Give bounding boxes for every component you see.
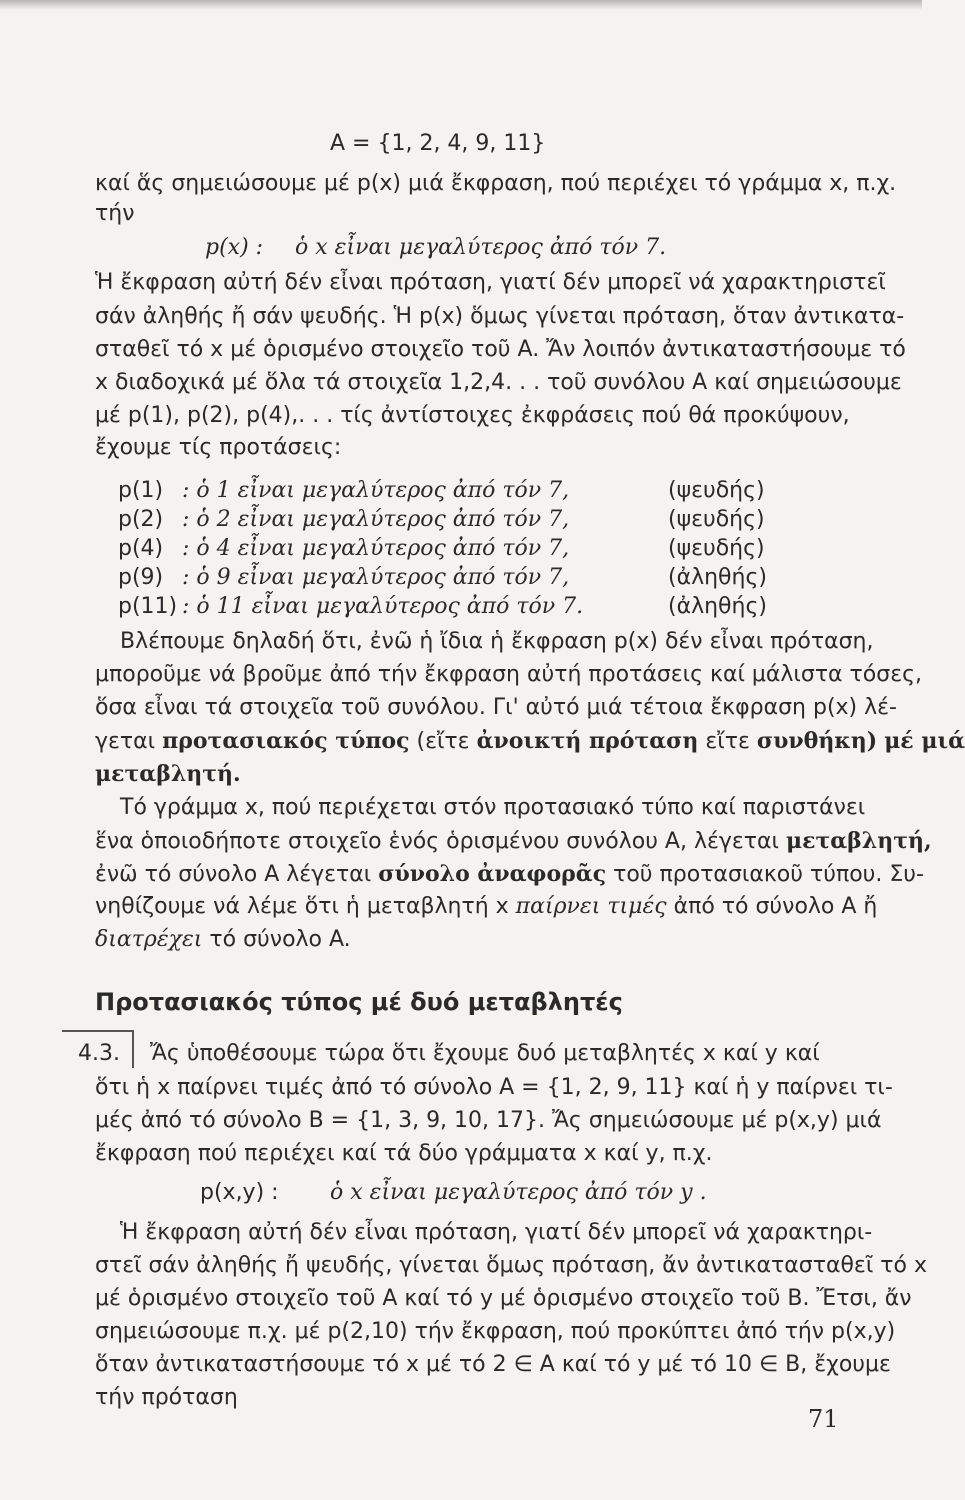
text-fragment: μέ μιά xyxy=(884,728,965,754)
proposition-1-text: : ὁ 1 εἶναι μεγαλύτερος ἀπό τόν 7, xyxy=(182,478,570,503)
paragraph-3-line-5: μεταβλητή. xyxy=(95,761,241,787)
pxy-label: p(x,y) : xyxy=(200,1180,279,1205)
text-fragment: γεται xyxy=(95,729,156,754)
paragraph-2-line-2: σάν ἀληθής ἤ σάν ψευδής. Ἡ p(x) ὅμως γίνεται πρόταση, ὅταν ἀντικατα- xyxy=(95,304,905,329)
page-number: 71 xyxy=(808,1405,839,1433)
term-takes-values: παίρνει τιμές xyxy=(515,894,667,919)
paragraph-6-line-1: Ἡ ἔκφραση αὐτή δέν εἶναι πρόταση, γιατί δέν μπορεῖ νά χαρακτηρι- xyxy=(120,1220,873,1245)
paragraph-6-line-2: στεῖ σάν ἀληθής ἤ ψευδής, γίνεται ὅμως πρόταση, ἄν ἀντικατασταθεῖ τό x xyxy=(95,1253,927,1278)
text-fragment: τοῦ προτασιακοῦ τύπου. Συ- xyxy=(613,862,924,887)
term-reference-set: σύνολο ἀναφορᾶς xyxy=(378,861,607,887)
paragraph-3-line-3: ὅσα εἶναι τά στοιχεῖα τοῦ συνόλου. Γι' αὐτό μιά τέτοια ἔκφραση p(x) λέ- xyxy=(95,695,897,720)
proposition-3-value: (ψευδής) xyxy=(668,536,765,561)
proposition-5-text: : ὁ 11 εἶναι μεγαλύτερος ἀπό τόν 7. xyxy=(182,594,584,619)
paragraph-5-line-3: μές ἀπό τό σύνολο B = {1, 3, 9, 10, 17}. Ἄς σημειώσουμε μέ p(x,y) μιά xyxy=(95,1108,882,1133)
paragraph-4-line-2 xyxy=(95,830,932,853)
paragraph-2-line-1: Ἡ ἔκφραση αὐτή δέν εἶναι πρόταση, γιατί δέν μπορεῖ νά χαρακτηριστεῖ xyxy=(95,270,886,295)
paragraph-4-line-4 xyxy=(95,896,877,918)
paragraph-3-line-2: μποροῦμε νά βροῦμε ἀπό τήν ἔκφραση αὐτή προτάσεις καί μάλιστα τόσες, xyxy=(95,662,922,687)
text-fragment: (εἴτε xyxy=(416,729,470,754)
proposition-4-text: : ὁ 9 εἶναι μεγαλύτερος ἀπό τόν 7, xyxy=(182,565,570,590)
paragraph-3-line-4 xyxy=(95,730,965,753)
px-label: p(x) : xyxy=(205,235,264,260)
pxy-definition: ὁ x εἶναι μεγαλύτερος ἀπό τόν y . xyxy=(330,1180,707,1205)
set-a-definition: A = {1, 2, 4, 9, 11} xyxy=(330,131,546,156)
paragraph-6-line-6: τήν πρόταση xyxy=(95,1385,238,1410)
paragraph-5-line-4: ἔκφραση πού περιέχει καί τά δύο γράμματα x καί y, π.χ. xyxy=(95,1141,713,1166)
text-fragment: τό σύνολο A. xyxy=(209,927,351,952)
proposition-1-label: p(1) xyxy=(118,478,164,503)
proposition-2-text: : ὁ 2 εἶναι μεγαλύτερος ἀπό τόν 7, xyxy=(182,507,570,532)
term-ranges-over: διατρέχει xyxy=(95,927,203,952)
paragraph-5-line-1: Ἄς ὑποθέσουμε τώρα ὅτι ἔχουμε δυό μεταβλητές x καί y καί xyxy=(150,1041,820,1066)
term-open-proposition: ἀνοικτή πρόταση xyxy=(476,728,699,754)
paragraph-4-line-5 xyxy=(95,929,351,951)
text-fragment: ἐνῶ τό σύνολο A λέγεται xyxy=(95,862,372,887)
paragraph-1-line-2: τήν xyxy=(95,201,135,226)
proposition-4-value: (ἀληθής) xyxy=(668,565,767,590)
proposition-1-value: (ψευδής) xyxy=(668,478,765,503)
proposition-5-value: (ἀληθής) xyxy=(668,594,767,619)
paragraph-2-line-4: x διαδοχικά μέ ὅλα τά στοιχεῖα 1,2,4. . . τοῦ συνόλου A καί σημειώσουμε xyxy=(95,370,902,395)
px-definition: ὁ x εἶναι μεγαλύτερος ἀπό τόν 7. xyxy=(295,235,667,260)
proposition-3-text: : ὁ 4 εἶναι μεγαλύτερος ἀπό τόν 7, xyxy=(182,536,570,561)
text-fragment: ἀπό τό σύνολο A ἤ xyxy=(673,894,878,919)
paragraph-4-line-1: Τό γράμμα x, πού περιέχεται στόν προτασιακό τύπο καί παριστάνει xyxy=(120,795,866,820)
paragraph-4-line-3 xyxy=(95,863,924,886)
section-heading: Προτασιακός τύπος μέ δυό μεταβλητές xyxy=(95,988,623,1016)
paragraph-2-line-6: ἔχουμε τίς προτάσεις: xyxy=(95,435,342,460)
text-fragment: νηθίζουμε νά λέμε ὅτι ἡ μεταβλητή x xyxy=(95,894,509,919)
paragraph-6-line-4: σημειώσουμε π.χ. μέ p(2,10) τήν ἔκφραση, πού προκύπτει ἀπό τήν p(x,y) xyxy=(95,1319,896,1344)
proposition-2-value: (ψευδής) xyxy=(668,507,765,532)
proposition-3-label: p(4) xyxy=(118,536,164,561)
section-number: 4.3. xyxy=(78,1041,120,1066)
paragraph-6-line-5: ὅταν ἀντικαταστήσουμε τό x μέ τό 2 ∈ A καί τό y μέ τό 10 ∈ B, ἔχουμε xyxy=(95,1352,891,1377)
text-fragment: ἕνα ὁποιοδήποτε στοιχεῖο ἑνός ὁρισμένου συνόλου A, λέγεται xyxy=(95,829,779,854)
paragraph-1-line-1: καί ἅς σημειώσουμε μέ p(x) μιά ἔκφραση, πού περιέχει τό γράμμα x, π.χ. xyxy=(95,171,897,196)
page-top-edge xyxy=(0,0,922,10)
term-variable: μεταβλητή, xyxy=(785,828,932,854)
paragraph-3-line-1: Βλέπουμε δηλαδή ὅτι, ἐνῶ ἡ ἴδια ἡ ἔκφραση p(x) δέν εἶναι πρόταση, xyxy=(120,629,874,654)
paragraph-5-line-2: ὅτι ἡ x παίρνει τιμές ἀπό τό σύνολο A = {1, 2, 9, 11} καί ἡ y παίρνει τι- xyxy=(95,1075,893,1100)
paragraph-2-line-5: μέ p(1), p(2), p(4),. . . τίς ἀντίστοιχες ἐκφράσεις πού θά προκύψουν, xyxy=(95,403,850,428)
proposition-4-label: p(9) xyxy=(118,565,164,590)
paragraph-2-line-3: σταθεῖ τό x μέ ὁρισμένο στοιχεῖο τοῦ A. Ἄν λοιπόν ἀντικαταστήσουμε τό xyxy=(95,337,906,362)
term-condition: συνθήκη) xyxy=(756,728,878,754)
text-fragment: εἴτε xyxy=(705,729,750,754)
paragraph-6-line-3: μέ ὁρισμένο στοιχεῖο τοῦ A καί τό y μέ ὁρισμένο στοιχεῖο τοῦ B. Ἔτσι, ἄν xyxy=(95,1286,912,1311)
term-propositional-formula: προτασιακός τύπος xyxy=(162,728,410,754)
proposition-5-label: p(11) xyxy=(118,594,178,619)
proposition-2-label: p(2) xyxy=(118,507,164,532)
